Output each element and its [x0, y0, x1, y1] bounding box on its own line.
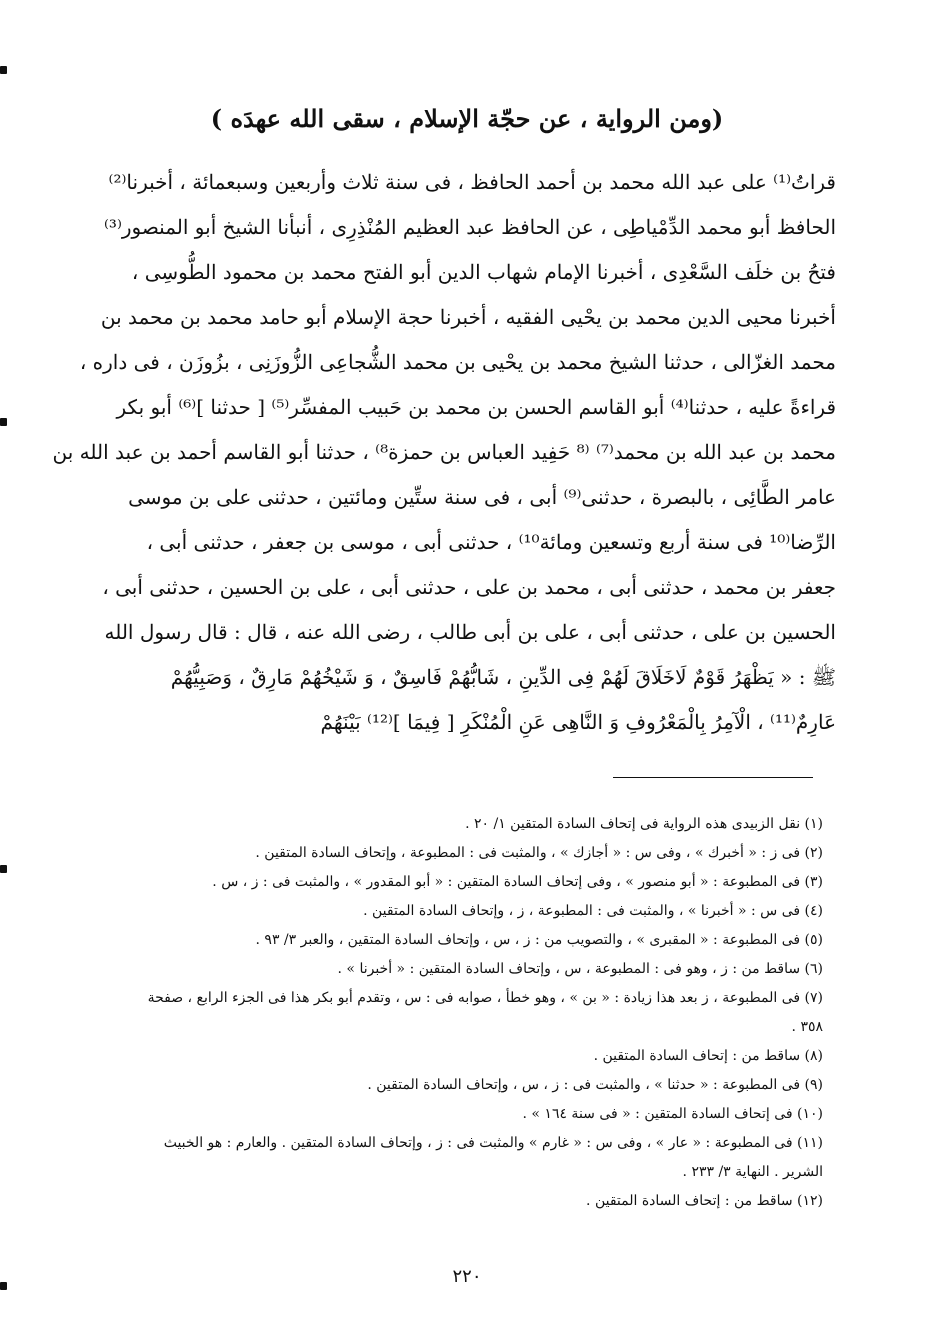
text-line: أخبرنا محيى الدين محمد بن يحْيى الفقيه ، أخبرنا حجة الإسلام أبو حامد محمد بن محمد بن	[100, 305, 836, 329]
footnote: (٨) ساقط من : إتحاف السادة المتقين .	[593, 1048, 823, 1064]
footnote: (٦) ساقط من : ز ، وهو فى : المطبوعة ، س ، وإتحاف السادة المتقين : « أخبرنا » .	[337, 961, 823, 977]
scan-edge-mark-1	[0, 66, 7, 74]
page-number: ٢٢٠	[452, 1266, 482, 1287]
scan-edge-mark-3	[0, 865, 7, 873]
text-line: قراتُ⁽¹⁾ على عبد الله محمد بن أحمد الحافظ ، فى سنة ثلاث وأربعين وسبعمائة ، أخبرنا⁽²⁾	[108, 170, 836, 194]
text-line: الرِّضا⁽¹⁰ فى سنة أربع وتسعين ومائة¹⁰⁾ ، حدثنى أبى ، موسى بن جعفر ، حدثنى أبى ،	[146, 530, 836, 554]
hadith-line: عَارِمٌ⁽¹¹⁾ ، الْآمِرُ بِالْمَعْرُوفِ وَ النَّاهِى عَنِ الْمُنْكَرِ [ فِيمَا ]⁽¹²⁾ بَيْنَهُمْ	[320, 710, 836, 734]
footnotes	[96, 810, 823, 1216]
hadith-line: ﷺ : « يَظْهَرُ قَوْمٌ لَاخَلَاقَ لَهُمْ فِى الدِّينِ ، شَابُّهُمْ فَاسِقٌ ، وَ شَيْخُهُمْ مَارِقٌ ، وَصَبِيُّهُمْ	[170, 665, 836, 689]
footnote: (١٢) ساقط من : إتحاف السادة المتقين .	[586, 1193, 823, 1209]
text-line: محمد الغزّالى ، حدثنا الشيخ محمد بن يحْيى بن محمد الشُّجاعِى الزُّوزَنِى ، بزُوزَن ، فى داره ،	[79, 350, 836, 374]
footnote-divider	[613, 777, 813, 778]
footnote: (٤) فى س : « أخبرنا » ، والمثبت فى : المطبوعة ، ز ، وإتحاف السادة المتقين .	[363, 903, 823, 919]
text-line: فتحُ بن خلَف السَّعْدِى ، أخبرنا الإمام شهاب الدين أبو الفتح محمد بن محمود الطُّوسِى ،	[131, 260, 836, 284]
footnote-continuation: الشرير . النهاية ٣/ ٢٣٣ .	[682, 1164, 823, 1180]
section-heading: (ومن الرواية ، عن حجّة الإسلام ، سقى الله عهدَه )	[210, 104, 724, 133]
footnote: (١) نقل الزبيدى هذه الرواية فى إتحاف السادة المتقين ١/ ٢٠ .	[465, 816, 823, 832]
text-line: الحسين بن على ، حدثنى أبى ، على بن أبى طالب ، رضى الله عنه ، قال : قال رسول الله	[104, 620, 836, 644]
scan-edge-mark-2	[0, 418, 7, 426]
text-line: جعفر بن محمد ، حدثنى أبى ، محمد بن على ، حدثنى أبى ، على بن الحسين ، حدثنى أبى ،	[102, 575, 836, 599]
footnote: (٣) فى المطبوعة : « أبو منصور » ، وفى إتحاف السادة المتقين : « أبو المقدور » ، والمثبت فى : ز ، س .	[212, 874, 823, 890]
text-line: الحافظ أبو محمد الدِّمْياطِى ، عن الحافظ عبد العظيم المُنْذِرِى ، أنبأنا الشيخ أبو المنصور⁽³⁾	[103, 215, 836, 239]
text-line: قراءةً عليه ، حدثنا⁽⁴⁾ أبو القاسم الحسن بن محمد بن حَبيب المفسِّر⁽⁵⁾ [ حدثنا ]⁽⁶⁾ أبو بكر	[116, 395, 836, 419]
scan-edge-mark-4	[0, 1282, 7, 1290]
footnote: (٧) فى المطبوعة ، ز بعد هذا زيادة : « بن » ، وهو خطأ ، صوابه فى : س ، وتقدم أبو بكر هذا فى الجزء الرابع ، صفحة	[147, 990, 823, 1006]
main-text	[52, 160, 836, 745]
footnote: (٥) فى المطبوعة : « المقبرى » ، والتصويب من : ز ، س ، وإتحاف السادة المتقين ، والعبر ٣/ ٩٣ .	[255, 932, 823, 948]
footnote: (٢) فى ز : « أخبرك » ، وفى س : « أجازك » ، والمثبت فى : المطبوعة ، وإتحاف السادة المتقين .	[255, 845, 823, 861]
text-line: عامر الطَّائِى ، بالبصرة ، حدثنى⁽⁹⁾ أبى ، فى سنة ستِّين ومائتين ، حدثنى على بن موسى	[128, 485, 836, 509]
footnote-continuation: ٣٥٨ .	[791, 1019, 823, 1035]
footnote: (١٠) فى إتحاف السادة المتقين : « فى سنة ١٦٤ » .	[522, 1106, 823, 1122]
footnote: (٩) فى المطبوعة : « حدثنا » ، والمثبت فى : ز ، س ، وإتحاف السادة المتقين .	[367, 1077, 823, 1093]
text-line: محمد بن عبد الله بن محمد⁽⁷⁾ ⁽⁸ حَفِيد العباس بن حمزة⁸⁾ ، حدثنا أبو القاسم أحمد بن عبد الله بن	[52, 440, 836, 464]
footnote: (١١) فى المطبوعة : « عار » ، وفى س : « غارم » والمثبت فى : ز ، وإتحاف السادة المتقين . والعارم : هو الخبيث	[163, 1135, 823, 1151]
